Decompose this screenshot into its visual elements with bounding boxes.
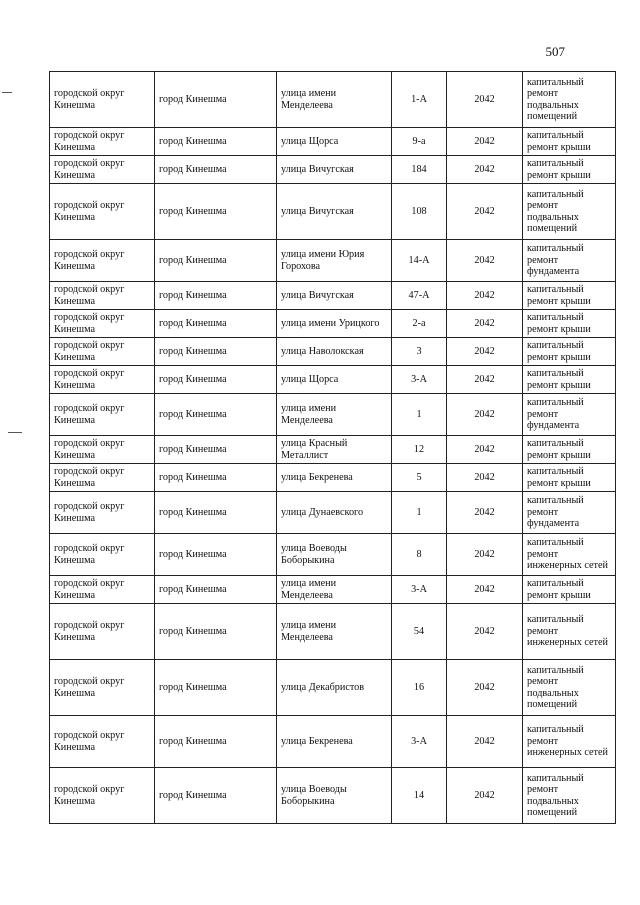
- cell-work-type: капитальный ремонт подвальных помещений: [523, 768, 616, 824]
- cell-city: город Кинешма: [155, 492, 277, 534]
- cell-house: 1: [392, 492, 447, 534]
- cell-okrug: городской округ Кинешма: [50, 534, 155, 576]
- cell-city: город Кинешма: [155, 128, 277, 156]
- table-row: [50, 72, 616, 128]
- cell-house: 184: [392, 156, 447, 184]
- cell-work-type: капитальный ремонт крыши: [523, 366, 616, 394]
- cell-year: 2042: [447, 184, 523, 240]
- table-row: [50, 768, 616, 824]
- cell-street: улица Вичугская: [277, 156, 392, 184]
- cell-work-type: капитальный ремонт крыши: [523, 282, 616, 310]
- cell-okrug: городской округ Кинешма: [50, 338, 155, 366]
- cell-city: город Кинешма: [155, 394, 277, 436]
- table-body: [50, 72, 616, 824]
- repair-schedule-table: [49, 71, 616, 824]
- cell-street: улица Декабристов: [277, 660, 392, 716]
- table-row: [50, 394, 616, 436]
- cell-city: город Кинешма: [155, 282, 277, 310]
- cell-work-type: капитальный ремонт подвальных помещений: [523, 72, 616, 128]
- cell-year: 2042: [447, 240, 523, 282]
- table-row: [50, 366, 616, 394]
- cell-house: 1-А: [392, 72, 447, 128]
- cell-year: 2042: [447, 534, 523, 576]
- cell-year: 2042: [447, 156, 523, 184]
- cell-work-type: капитальный ремонт фундамента: [523, 492, 616, 534]
- table-row: [50, 464, 616, 492]
- cell-okrug: городской округ Кинешма: [50, 604, 155, 660]
- cell-work-type: капитальный ремонт инженерных сетей: [523, 716, 616, 768]
- scan-mark: [8, 432, 22, 433]
- cell-work-type: капитальный ремонт крыши: [523, 338, 616, 366]
- table-row: [50, 310, 616, 338]
- cell-year: 2042: [447, 394, 523, 436]
- table-row: [50, 492, 616, 534]
- cell-work-type: капитальный ремонт подвальных помещений: [523, 184, 616, 240]
- cell-house: 47-А: [392, 282, 447, 310]
- cell-okrug: городской округ Кинешма: [50, 184, 155, 240]
- cell-city: город Кинешма: [155, 534, 277, 576]
- cell-street: улица Воеводы Боборыкина: [277, 534, 392, 576]
- cell-house: 54: [392, 604, 447, 660]
- cell-street: улица имени Менделеева: [277, 72, 392, 128]
- cell-year: 2042: [447, 282, 523, 310]
- cell-house: 3-А: [392, 366, 447, 394]
- cell-okrug: городской округ Кинешма: [50, 240, 155, 282]
- cell-work-type: капитальный ремонт крыши: [523, 156, 616, 184]
- cell-street: улица Красный Металлист: [277, 436, 392, 464]
- cell-city: город Кинешма: [155, 660, 277, 716]
- cell-okrug: городской округ Кинешма: [50, 156, 155, 184]
- cell-house: 3: [392, 338, 447, 366]
- cell-city: город Кинешма: [155, 72, 277, 128]
- table-row: [50, 436, 616, 464]
- cell-work-type: капитальный ремонт инженерных сетей: [523, 604, 616, 660]
- table-row: [50, 184, 616, 240]
- cell-year: 2042: [447, 310, 523, 338]
- cell-work-type: капитальный ремонт крыши: [523, 310, 616, 338]
- cell-street: улица Щорса: [277, 366, 392, 394]
- cell-house: 9-а: [392, 128, 447, 156]
- page-number: 507: [545, 44, 565, 59]
- cell-year: 2042: [447, 660, 523, 716]
- cell-city: город Кинешма: [155, 604, 277, 660]
- table-row: [50, 604, 616, 660]
- cell-okrug: городской округ Кинешма: [50, 394, 155, 436]
- cell-okrug: городской округ Кинешма: [50, 72, 155, 128]
- cell-house: 5: [392, 464, 447, 492]
- cell-house: 1: [392, 394, 447, 436]
- cell-okrug: городской округ Кинешма: [50, 128, 155, 156]
- cell-street: улица имени Менделеева: [277, 394, 392, 436]
- table-row: [50, 338, 616, 366]
- table-row: [50, 156, 616, 184]
- cell-city: город Кинешма: [155, 338, 277, 366]
- cell-year: 2042: [447, 604, 523, 660]
- cell-street: улица Вичугская: [277, 282, 392, 310]
- cell-work-type: капитальный ремонт инженерных сетей: [523, 534, 616, 576]
- cell-city: город Кинешма: [155, 716, 277, 768]
- cell-city: город Кинешма: [155, 310, 277, 338]
- cell-house: 3-А: [392, 716, 447, 768]
- cell-house: 12: [392, 436, 447, 464]
- cell-okrug: городской округ Кинешма: [50, 464, 155, 492]
- table-row: [50, 660, 616, 716]
- cell-house: 14: [392, 768, 447, 824]
- cell-okrug: городской округ Кинешма: [50, 310, 155, 338]
- cell-city: город Кинешма: [155, 464, 277, 492]
- cell-okrug: городской округ Кинешма: [50, 660, 155, 716]
- cell-okrug: городской округ Кинешма: [50, 576, 155, 604]
- cell-street: улица Дунаевского: [277, 492, 392, 534]
- cell-work-type: капитальный ремонт крыши: [523, 464, 616, 492]
- cell-house: 16: [392, 660, 447, 716]
- cell-year: 2042: [447, 492, 523, 534]
- table-row: [50, 534, 616, 576]
- table-row: [50, 128, 616, 156]
- cell-okrug: городской округ Кинешма: [50, 282, 155, 310]
- cell-okrug: городской округ Кинешма: [50, 436, 155, 464]
- cell-year: 2042: [447, 716, 523, 768]
- cell-city: город Кинешма: [155, 240, 277, 282]
- cell-house: 3-А: [392, 576, 447, 604]
- cell-street: улица Вичугская: [277, 184, 392, 240]
- cell-city: город Кинешма: [155, 768, 277, 824]
- cell-street: улица Воеводы Боборыкина: [277, 768, 392, 824]
- cell-work-type: капитальный ремонт подвальных помещений: [523, 660, 616, 716]
- table-row: [50, 282, 616, 310]
- table-row: [50, 716, 616, 768]
- cell-city: город Кинешма: [155, 576, 277, 604]
- cell-city: город Кинешма: [155, 184, 277, 240]
- cell-house: 2-а: [392, 310, 447, 338]
- cell-okrug: городской округ Кинешма: [50, 366, 155, 394]
- cell-okrug: городской округ Кинешма: [50, 768, 155, 824]
- cell-city: город Кинешма: [155, 366, 277, 394]
- table-row: [50, 240, 616, 282]
- cell-year: 2042: [447, 576, 523, 604]
- cell-work-type: капитальный ремонт фундамента: [523, 394, 616, 436]
- cell-work-type: капитальный ремонт крыши: [523, 128, 616, 156]
- cell-house: 108: [392, 184, 447, 240]
- cell-house: 8: [392, 534, 447, 576]
- cell-street: улица Бекренева: [277, 464, 392, 492]
- cell-work-type: капитальный ремонт крыши: [523, 436, 616, 464]
- cell-year: 2042: [447, 464, 523, 492]
- cell-house: 14-А: [392, 240, 447, 282]
- cell-year: 2042: [447, 338, 523, 366]
- cell-year: 2042: [447, 436, 523, 464]
- scan-mark: [2, 92, 12, 93]
- cell-street: улица имени Менделеева: [277, 604, 392, 660]
- cell-year: 2042: [447, 72, 523, 128]
- cell-year: 2042: [447, 366, 523, 394]
- cell-street: улица имени Урицкого: [277, 310, 392, 338]
- cell-okrug: городской округ Кинешма: [50, 716, 155, 768]
- cell-street: улица Щорса: [277, 128, 392, 156]
- cell-street: улица Наволокская: [277, 338, 392, 366]
- cell-street: улица имени Менделеева: [277, 576, 392, 604]
- cell-year: 2042: [447, 768, 523, 824]
- cell-okrug: городской округ Кинешма: [50, 492, 155, 534]
- cell-work-type: капитальный ремонт крыши: [523, 576, 616, 604]
- cell-street: улица Бекренева: [277, 716, 392, 768]
- cell-city: город Кинешма: [155, 436, 277, 464]
- cell-street: улица имени Юрия Горохова: [277, 240, 392, 282]
- cell-work-type: капитальный ремонт фундамента: [523, 240, 616, 282]
- cell-city: город Кинешма: [155, 156, 277, 184]
- table-row: [50, 576, 616, 604]
- cell-year: 2042: [447, 128, 523, 156]
